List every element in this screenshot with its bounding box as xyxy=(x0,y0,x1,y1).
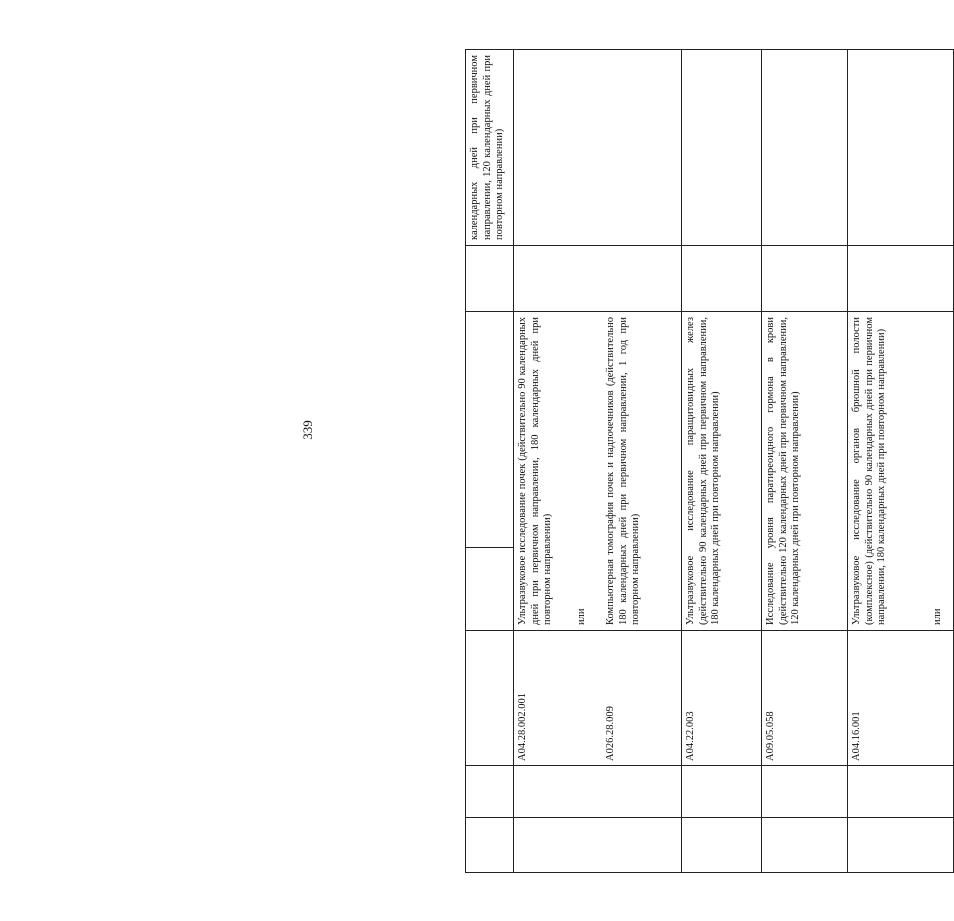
empty-cell xyxy=(848,765,953,817)
service-description-cell xyxy=(514,311,681,630)
service-description-cell xyxy=(682,311,761,630)
empty-cell xyxy=(762,817,847,872)
table-row xyxy=(466,50,514,872)
intro-text-cell xyxy=(466,50,513,245)
service-code: A026.28.009 xyxy=(605,706,616,761)
empty-cell xyxy=(682,245,761,311)
empty-cell xyxy=(682,765,761,817)
service-code: A04.16.001 xyxy=(851,711,862,761)
empty-cell xyxy=(514,765,681,817)
service-description: Ультразвуковое исследование почек (действительно 90 календарных дней при первичном направлении, 180 календарных дней при повторном направлении) xyxy=(517,317,553,625)
service-description-cell xyxy=(762,311,847,630)
service-code: A04.22.003 xyxy=(685,711,696,761)
code-cell xyxy=(848,630,953,765)
service-description: Ультразвуковое исследование паращитовидных желез (действительно 90 календарных дней при первичном направлении, 180 календарных дней при повторном направлении) xyxy=(685,317,721,625)
empty-cell xyxy=(466,630,513,765)
empty-cell xyxy=(682,817,761,872)
empty-cell xyxy=(514,245,681,311)
table-row xyxy=(682,50,762,872)
empty-cell xyxy=(466,817,513,872)
or-separator: или xyxy=(576,608,587,625)
code-cell xyxy=(514,630,681,765)
or-separator: или xyxy=(932,608,943,625)
intro-text: календарных дней при первичном направлении, 120 календарных дней при повторном направлении) xyxy=(469,55,505,240)
empty-cell xyxy=(762,50,847,245)
empty-cell xyxy=(514,50,681,245)
empty-cell xyxy=(848,50,953,245)
empty-cell xyxy=(762,765,847,817)
service-description: Исследование уровня паратиреоидного гормона в крови (действительно 120 календарных дней при первичном направлении, 120 календарных дней при повторном направлении) xyxy=(765,317,801,625)
service-description: Компьютерная томография почек и надпочечников (действительно 180 календарных дней при первичном направлении, 1 год при повторном направлении) xyxy=(605,317,641,625)
empty-cell xyxy=(848,245,953,311)
empty-cell xyxy=(466,765,513,817)
code-cell xyxy=(762,630,847,765)
service-description-cell xyxy=(848,311,953,630)
service-description: Ультразвуковое исследование органов брюшной полости (комплексное) (действительно 90 календарных дней при первичном направлении, 180 календарных дней при повторном направлении) xyxy=(851,317,887,625)
code-cell xyxy=(682,630,761,765)
requirements-table xyxy=(465,49,954,873)
empty-cell xyxy=(682,50,761,245)
empty-cell xyxy=(848,817,953,872)
empty-cell xyxy=(466,245,513,311)
empty-cell xyxy=(466,311,513,547)
page-number: 339 xyxy=(300,420,315,440)
table-row xyxy=(514,50,682,872)
empty-cell xyxy=(466,547,513,630)
table-row xyxy=(848,50,953,872)
table-row xyxy=(762,50,848,872)
service-code: A04.28.002.001 xyxy=(517,693,528,761)
empty-cell xyxy=(762,245,847,311)
empty-cell xyxy=(514,817,681,872)
service-code: A09.05.058 xyxy=(765,711,776,761)
